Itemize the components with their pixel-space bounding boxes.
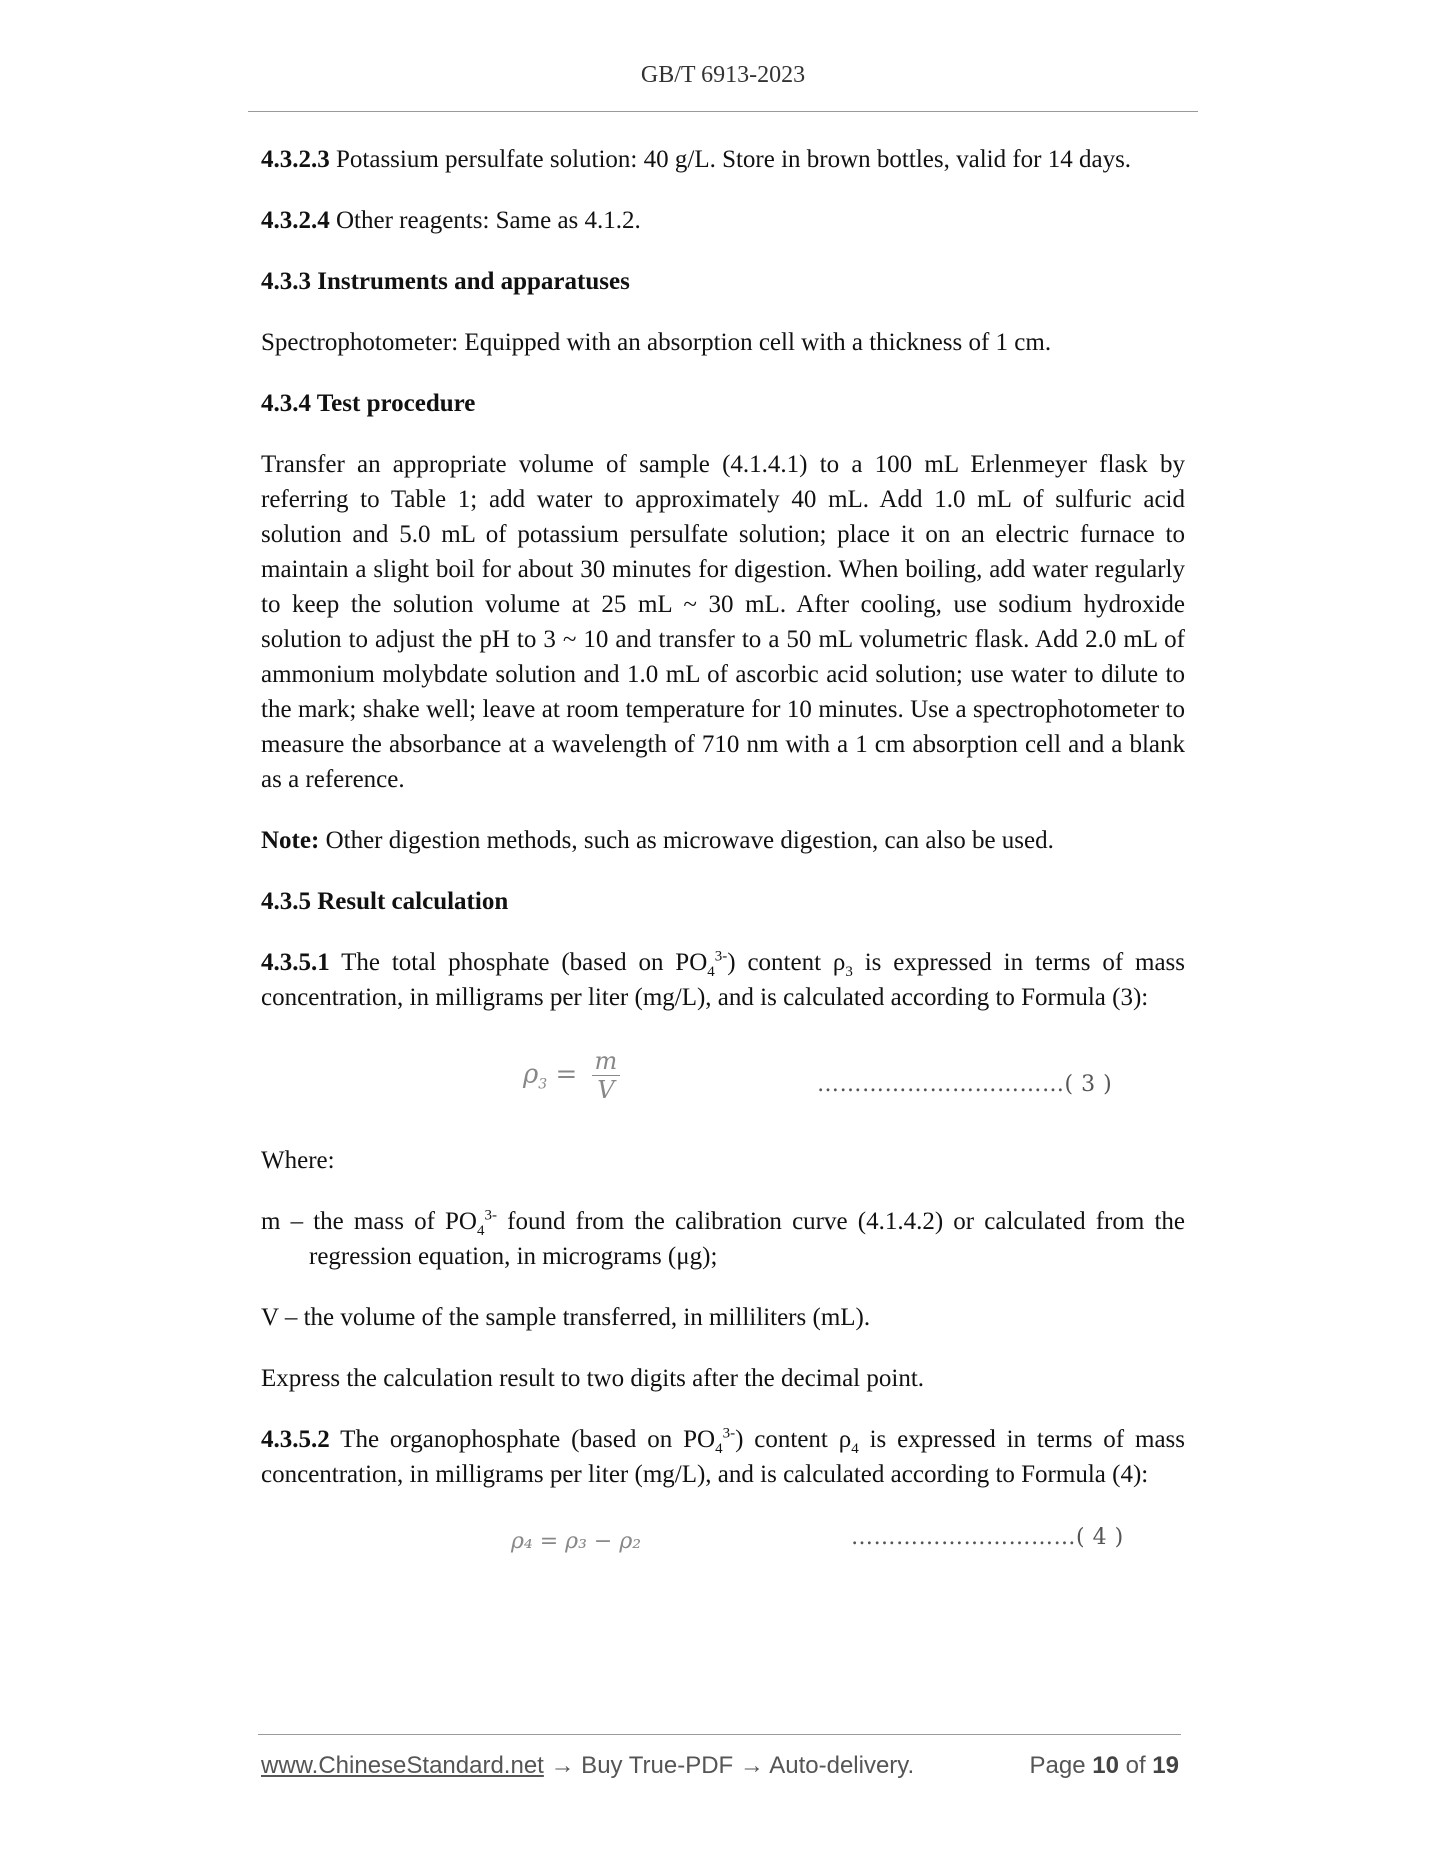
note-label: Note:: [261, 827, 320, 854]
clause-text: Potassium persulfate solution: 40 g/L. Store in brown bottles, valid for 14 days.: [329, 146, 1132, 173]
header-divider: [248, 111, 1198, 112]
rounding-rule: Express the calculation result to two digits after the decimal point.: [261, 1365, 925, 1392]
clause-number: 4.3.5.1: [261, 949, 330, 976]
note-text: Other digestion methods, such as microwave digestion, can also be used.: [319, 827, 1054, 854]
definition-m: m – the mass of $PO_4^{3-}$ found from the calibration curve (4.1.4.2) or calculated from the regression equation, in micrograms (μg);: [261, 1207, 1185, 1270]
clause-number: 4.3.2.4: [261, 207, 330, 234]
page-total: 19: [1152, 1752, 1179, 1779]
clause-4-3-5-2: 4.3.5.2 The organophosphate (based on $PO_4^{3-}$) content $\rho_4$ is expressed in terms of mass concentration, in milligrams per liter (mg/L), and is calculated according to Formula (4):: [261, 1425, 1186, 1488]
clause-4-3-5-1: 4.3.5.1 The total phosphate (based on $PO_4^{3-}$) content $\rho_3$ is expressed in terms of mass concentration, in milligrams per liter (mg/L), and is calculated according to Formula (3):: [261, 948, 1186, 1011]
fraction-numerator: m: [592, 1047, 621, 1076]
fraction: [592, 1047, 621, 1104]
equation-number: ( 4 ): [1076, 1525, 1124, 1550]
where-label: Where:: [261, 1147, 335, 1174]
footer-left: [261, 1752, 914, 1780]
clause-text: Other reagents: Same as 4.1.2.: [329, 207, 641, 234]
running-header: GB/T 6913-2023: [640, 62, 806, 88]
formula-3: $\rho_3$ = $\frac{m}{V}$ ……………………………( 3 ): [523, 1047, 1113, 1104]
document-body: [261, 142, 1185, 1568]
section-heading-4-3-3: 4.3.3 Instruments and apparatuses: [261, 268, 630, 295]
clause-number: 4.3.5.2: [261, 1426, 330, 1453]
equation-number: ( 3 ): [1064, 1072, 1113, 1097]
formula-lhs: ρ: [523, 1059, 539, 1090]
footer-divider: [258, 1734, 1181, 1735]
paragraph-instruments: Spectrophotometer: Equipped with an absorption cell with a thickness of 1 cm.: [261, 329, 1052, 356]
footer-tagline: → Buy True-PDF → Auto-delivery.: [543, 1752, 915, 1779]
page-number: 10: [1092, 1752, 1119, 1779]
paragraph-test-procedure: Transfer an appropriate volume of sample (4.1.4.1) to a 100 mL Erlenmeyer flask by referring to Table 1; add water to approximately 40 mL. Add 1.0 mL of sulfuric acid solution and 5.0 mL of potassium persulfate solution; place it on an electric furnace to maintain a slight boil for about 30 minutes for digestion. When boiling, add water regularly to keep the solution volume at 25 mL ~ 30 mL. After cooling, use sodium hydroxide solution to adjust the pH to 3 ~ 10 and transfer to a 50 mL volumetric flask. Add 2.0 mL of ammonium molybdate solution and 1.0 mL of ascorbic acid solution; use water to dilute to the mark; shake well; leave at room temperature for 10 minutes. Use a spectrophotometer to measure the absorbance at a wavelength of 710 nm with a 1 cm absorption cell and a blank as a reference.: [261, 451, 1185, 793]
formula-expression: ρ₄ = ρ₃ − ρ₂: [511, 1529, 642, 1554]
page-indicator: Page 10 of 19: [1029, 1752, 1179, 1779]
clause-4-3-2-3: [261, 142, 1185, 177]
clause-number: 4.3.2.3: [261, 146, 330, 173]
fraction-denominator: V: [597, 1076, 615, 1104]
section-heading-4-3-5: 4.3.5 Result calculation: [261, 888, 509, 915]
formula-leader: ……………………………( 3 ): [817, 1072, 1113, 1097]
clause-4-3-2-4: [261, 203, 1185, 238]
definition-v: V – the volume of the sample transferred, in milliliters (mL).: [261, 1304, 871, 1331]
formula-4: [261, 1518, 1185, 1568]
note: [261, 823, 1185, 858]
formula-leader: …………………………( 4 ): [851, 1525, 1124, 1550]
site-link[interactable]: www.ChineseStandard.net: [261, 1752, 544, 1779]
section-heading-4-3-4: 4.3.4 Test procedure: [261, 390, 476, 417]
